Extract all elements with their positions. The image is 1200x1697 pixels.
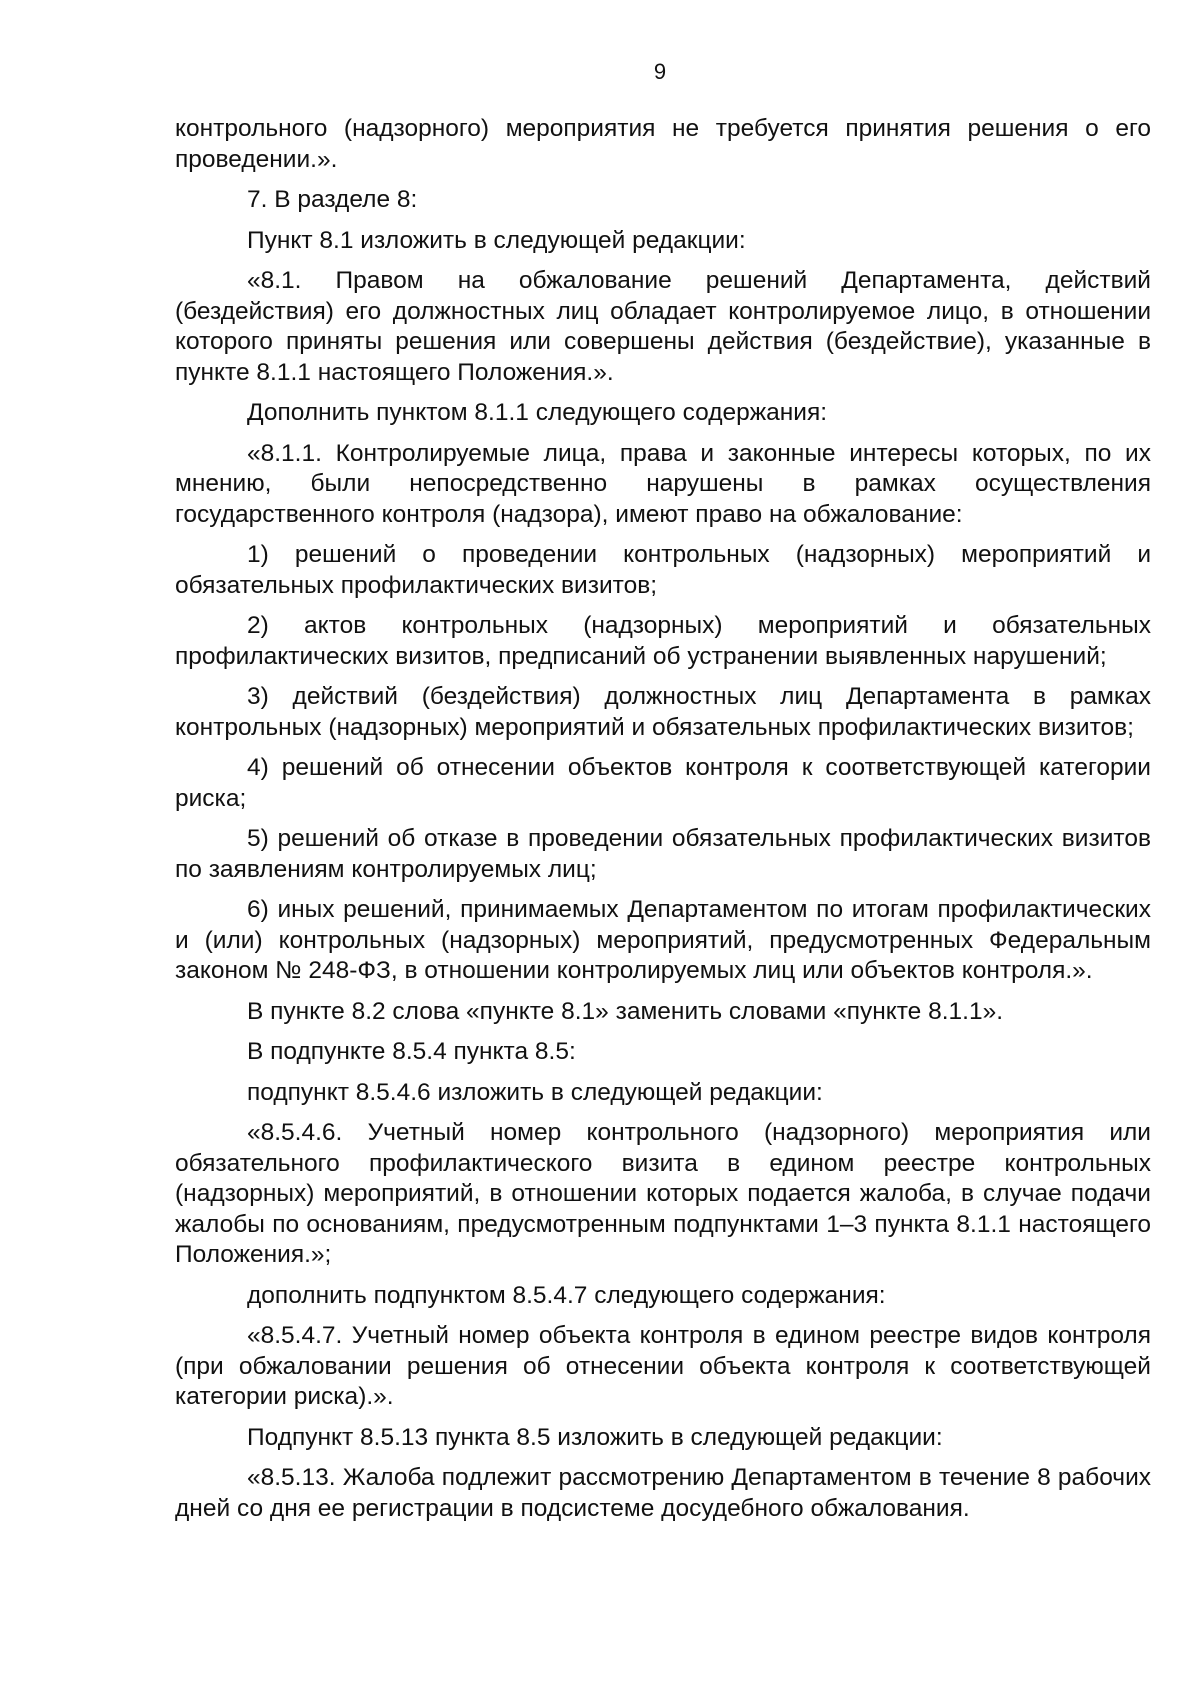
list-item-6: 6) иных решений, принимаемых Департаментом по итогам профилактических и (или) контрольных (надзорных) мероприятий, предусмотренных Федеральным законом № 248-ФЗ, в отношении контролируемых лиц или объектов контроля.». xyxy=(175,896,1151,984)
document-body xyxy=(175,114,1151,1534)
paragraph-8-2-amendment: В пункте 8.2 слова «пункте 8.1» заменить словами «пункте 8.1.1». xyxy=(247,997,1004,1025)
paragraph-8-1-text: «8.1. Правом на обжалование решений Департамента, действий (бездействия) его должностных лиц обладает контролируемое лицо, в отношении которого приняты решения или совершены действия (бездействие), указанные в пункте 8.1.1 настоящего Положения.». xyxy=(175,267,1151,386)
paragraph-8-5-4-7-text: «8.5.4.7. Учетный номер объекта контроля в едином реестре видов контроля (при обжаловании решения об отнесении объекта контроля к соответствующей категории риска).». xyxy=(175,1322,1151,1410)
list-item-2: 2) актов контрольных (надзорных) мероприятий и обязательных профилактических визитов, предписаний об устранении выявленных нарушений; xyxy=(175,612,1151,670)
paragraph-8-1-intro: Пункт 8.1 изложить в следующей редакции: xyxy=(247,226,746,254)
list-item-1: 1) решений о проведении контрольных (надзорных) мероприятий и обязательных профилактических визитов; xyxy=(175,541,1151,599)
paragraph-continuation: контрольного (надзорного) мероприятия не требуется принятия решения о его проведении.». xyxy=(175,115,1151,173)
paragraph-8-5-4-6-text: «8.5.4.6. Учетный номер контрольного (надзорного) мероприятия или обязательного профилактического визита в едином реестре контрольных (надзорных) мероприятий, в отношении которых подается жалоба, в случае подачи жалобы по основаниям, предусмотренным подпунктами 1–3 пункта 8.1.1 настоящего Положения.»; xyxy=(175,1119,1151,1268)
paragraph-section-8-heading: 7. В разделе 8: xyxy=(247,186,418,213)
paragraph-8-1-1-text: «8.1.1. Контролируемые лица, права и законные интересы которых, по их мнению, были непосредственно нарушены в рамках осуществления государственного контроля (надзора), имеют право на обжалование: xyxy=(175,439,1151,528)
paragraph-8-1-1-intro: Дополнить пунктом 8.1.1 следующего содержания: xyxy=(247,399,828,426)
page-number: 9 xyxy=(653,59,667,84)
list-item-3: 3) действий (бездействия) должностных лиц Департамента в рамках контрольных (надзорных) мероприятий и обязательных профилактических визитов; xyxy=(175,683,1151,741)
list-item-4: 4) решений об отнесении объектов контроля к соответствующей категории риска; xyxy=(175,754,1151,812)
paragraph-8-5-4-6-intro: подпункт 8.5.4.6 изложить в следующей редакции: xyxy=(247,1078,823,1106)
paragraph-8-5-13-text: «8.5.13. Жалоба подлежит рассмотрению Департаментом в течение 8 рабочих дней со дня ее регистрации в подсистеме досудебного обжалования. xyxy=(175,1464,1151,1522)
paragraph-8-5-13-intro: Подпункт 8.5.13 пункта 8.5 изложить в следующей редакции: xyxy=(247,1423,943,1451)
paragraph-8-5-4-7-intro: дополнить подпунктом 8.5.4.7 следующего содержания: xyxy=(247,1281,886,1309)
list-item-5: 5) решений об отказе в проведении обязательных профилактических визитов по заявлениям контролируемых лиц; xyxy=(175,825,1151,883)
paragraph-8-5-4-intro: В подпункте 8.5.4 пункта 8.5: xyxy=(247,1038,576,1065)
